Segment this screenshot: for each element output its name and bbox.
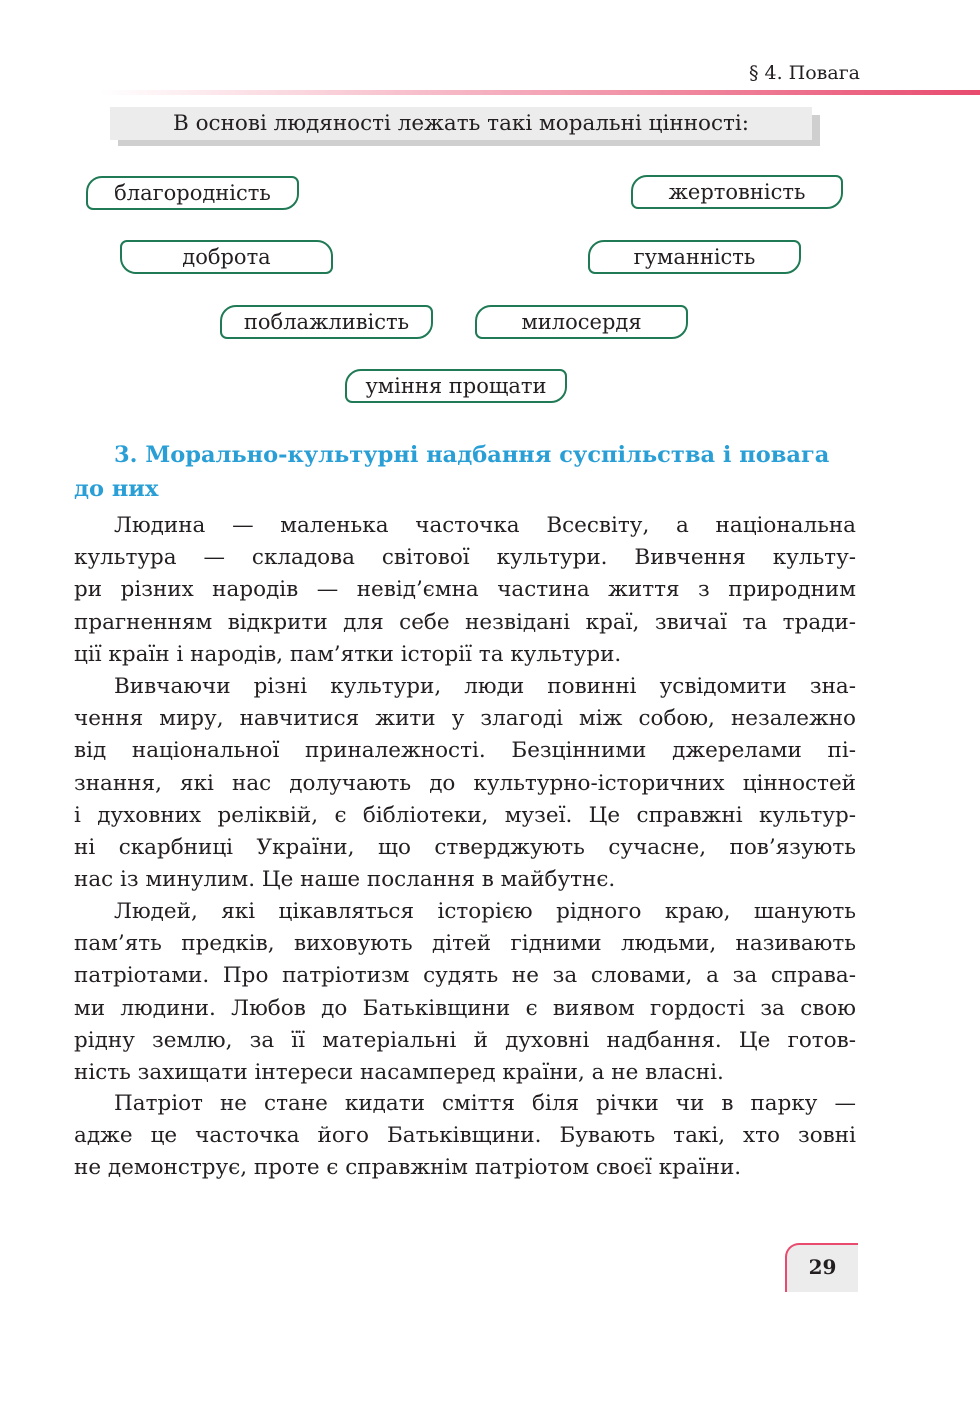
running-header: § 4. Повага [748, 62, 860, 84]
paragraph-line: Людина — маленька часточка Всесвіту, а національна [114, 513, 856, 538]
paragraph-line: ри різних народів — невід’ємна частина життя з природним [74, 577, 856, 603]
intro-banner [110, 107, 820, 146]
paragraph-line: Патріот не стане кидати сміття біля річки чи в парку — [114, 1091, 856, 1116]
paragraph-line: знання, які нас долучають до культурно-історичних цінностей [74, 770, 856, 796]
value-tag-mercy: милосердя [475, 305, 688, 339]
paragraph-line: нас із минулим. Це наше послання в майбутнє. [74, 867, 616, 893]
paragraph-line: чення миру, навчитися жити у злагоді між собою, незалежно [74, 706, 856, 732]
paragraph-line: ні скарбниці України, що стверджують сучасне, пов’язують [74, 834, 856, 860]
section-heading-line-2: до них [74, 476, 159, 502]
paragraph-line: прагненням відкрити для себе незвідані краї, звичаї та тради- [74, 609, 856, 635]
section-heading [74, 438, 858, 506]
paragraph-line: ність захищати інтереси насамперед країни, а не власні. [74, 1059, 724, 1085]
paragraph-line: адже це часточка його Батьківщини. Бувають такі, хто зовні [74, 1123, 856, 1149]
section-heading-line-1: 3. Морально-культурні надбання суспільства і повага [114, 442, 830, 468]
value-tag-forgiveness: уміння прощати [345, 369, 567, 403]
value-tag-nobility: благородність [86, 176, 299, 210]
paragraph-line: ції країн і народів, пам’ятки історії та культури. [74, 641, 622, 667]
paragraph-line: культура — складова світової культури. Вивчення культу- [74, 545, 856, 571]
paragraph-3 [74, 896, 856, 1089]
value-tag-self-sacrifice: жертовність [631, 175, 843, 209]
value-tag-humanity: гуманність [588, 240, 801, 274]
paragraph-line: не демонструє, проте є справжнім патріотом своєї країни. [74, 1155, 742, 1181]
paragraph-2 [74, 671, 856, 896]
paragraph-line: патріотами. Про патріотизм судять не за словами, а за справа- [74, 963, 856, 989]
header-rule [100, 90, 980, 95]
page-number: 29 [808, 1255, 837, 1279]
paragraph-line: ми людини. Любов до Батьківщини є виявом гордості за свою [74, 995, 856, 1021]
paragraph-line: рідну землю, за її матеріальні й духовні надбання. Це готов- [74, 1027, 856, 1053]
page-number-tab [785, 1243, 858, 1292]
paragraph-4 [74, 1088, 856, 1185]
intro-text: В основі людяності лежать такі моральні цінності: [110, 107, 812, 140]
paragraph-line: Людей, які цікавляться історією рідного краю, шанують [114, 899, 856, 924]
paragraph-1 [74, 510, 856, 671]
paragraph-line: Вивчаючи різні культури, люди повинні усвідомити зна- [114, 674, 856, 699]
paragraph-line: і духовних реліквій, є бібліотеки, музеї. Це справжні культур- [74, 802, 856, 828]
paragraph-line: пам’ять предків, виховують дітей гідними людьми, називають [74, 931, 856, 957]
value-tag-kindness: доброта [120, 240, 333, 274]
paragraph-line: від національної приналежності. Безцінними джерелами пі- [74, 738, 856, 764]
value-tag-leniency: поблажливість [220, 305, 433, 339]
